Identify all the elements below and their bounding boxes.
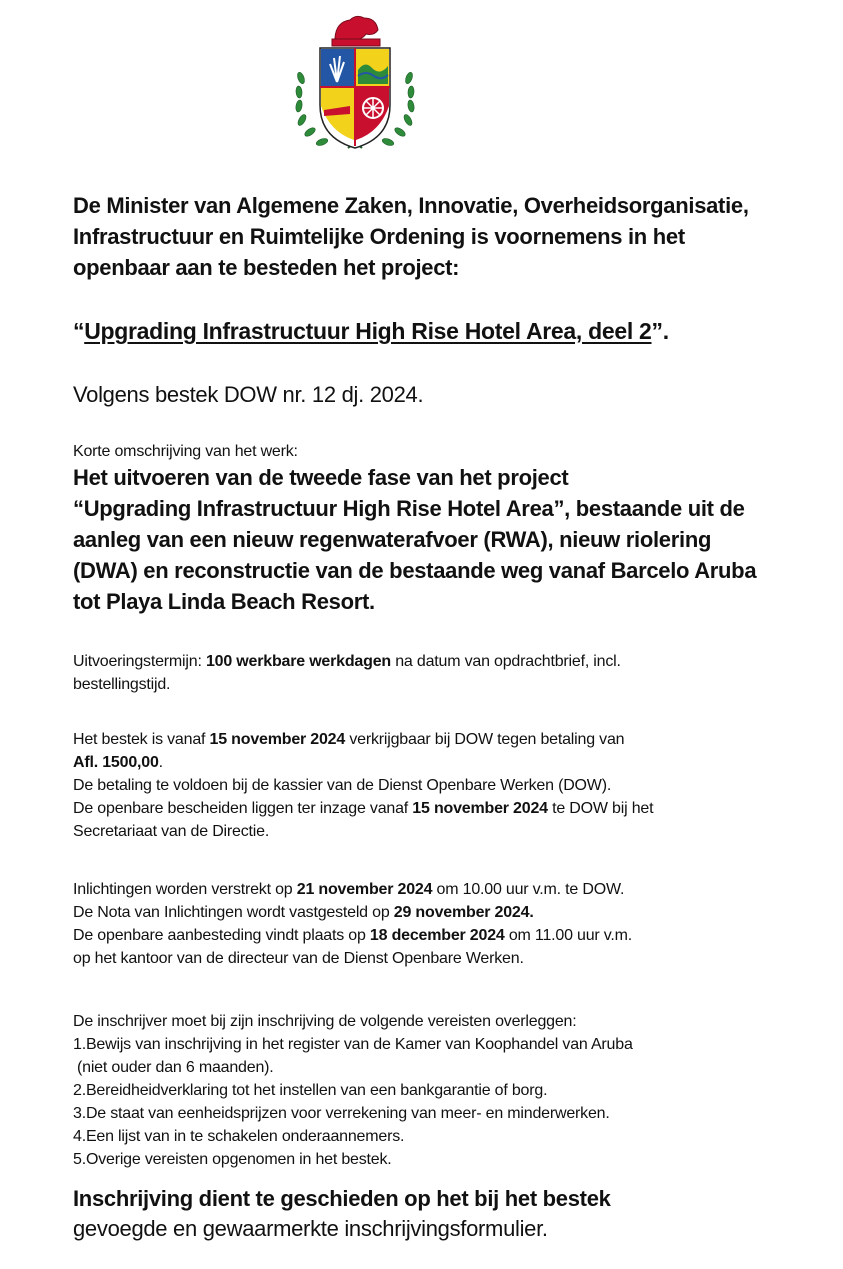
term-line <box>73 650 813 673</box>
open-quote: “ <box>73 318 85 344</box>
description-text <box>73 462 813 617</box>
description-line: (DWA) en reconstructie van de bestaande weg vanaf Barcelo Aruba <box>73 558 757 583</box>
list-item: 4.Een lijst van in te schakelen onderaannemers. <box>73 1128 405 1145</box>
date: 29 november 2024. <box>393 904 534 921</box>
coat-of-arms-icon <box>290 10 420 160</box>
info-paragraph <box>73 878 813 970</box>
text: verkrijgbaar bij DOW tegen betaling van <box>345 731 625 748</box>
description-line: aanleg van een nieuw regenwaterafvoer (RWA), nieuw riolering <box>73 527 712 552</box>
info-line <box>73 878 813 901</box>
description-line: tot Playa Linda Beach Resort. <box>73 589 375 614</box>
text: De openbare bescheiden liggen ter inzage vanaf <box>73 800 413 817</box>
list-item: 1.Bewijs van inschrijving in het register van de Kamer van Koophandel van Aruba <box>73 1036 633 1053</box>
intro-line: openbaar aan te besteden het project: <box>73 255 460 280</box>
list-item-continuation: (niet ouder dan 6 maanden). <box>77 1059 274 1076</box>
description-line: “Upgrading Infrastructuur High Rise Hotel Area”, bestaande uit de <box>73 496 745 521</box>
description-label: Korte omschrijving van het werk: <box>73 443 298 460</box>
secretariat-line: Secretariaat van de Directie. <box>73 823 270 840</box>
text: De Nota van Inlichtingen wordt vastgesteld op <box>73 904 394 921</box>
availability-paragraph <box>73 728 813 843</box>
price: Afl. 1500,00 <box>73 754 159 771</box>
bestek-reference: Volgens bestek DOW nr. 12 dj. 2024. <box>73 382 424 407</box>
date: 15 november 2024 <box>209 731 346 748</box>
requirements-intro: De inschrijver moet bij zijn inschrijving de volgende vereisten overleggen: <box>73 1013 577 1030</box>
list-item: 2.Bereidheidverklaring tot het instellen van een bankgarantie of borg. <box>73 1082 548 1099</box>
text: te DOW bij het <box>547 800 654 817</box>
text: om 11.00 uur v.m. <box>504 927 633 944</box>
text: Inlichtingen worden verstrekt op <box>73 881 297 898</box>
inspection-line <box>73 797 813 820</box>
payment-line: De betaling te voldoen bij de kassier van de Dienst Openbare Werken (DOW). <box>73 777 612 794</box>
close-quote: ”. <box>651 318 669 344</box>
list-item: 3.De staat van eenheidsprijzen voor verrekening van meer- en minderwerken. <box>73 1105 610 1122</box>
info-line: op het kantoor van de directeur van de Dienst Openbare Werken. <box>73 950 524 967</box>
intro-line: De Minister van Algemene Zaken, Innovatie, Overheidsorganisatie, <box>73 193 749 218</box>
text: Het bestek is vanaf <box>73 731 210 748</box>
term-suffix: na datum van opdrachtbrief, incl. <box>390 653 621 670</box>
text: om 10.00 uur v.m. te DOW. <box>432 881 625 898</box>
term-paragraph <box>73 650 813 696</box>
date: 15 november 2024 <box>412 800 548 817</box>
info-line <box>73 901 813 924</box>
closing-line: gevoegde en gewaarmerkte inschrijvingsformulier. <box>73 1216 548 1241</box>
price-line <box>73 751 813 774</box>
info-line <box>73 924 813 947</box>
requirements-list <box>73 1010 813 1171</box>
term-line-2: bestellingstijd. <box>73 676 171 693</box>
list-item: 5.Overige vereisten opgenomen in het bestek. <box>73 1151 392 1168</box>
date: 18 december 2024 <box>369 927 505 944</box>
description-line: Het uitvoeren van de tweede fase van het project <box>73 465 569 490</box>
term-prefix: Uitvoeringstermijn: <box>73 653 206 670</box>
term-duration: 100 werkbare werkdagen <box>205 653 391 670</box>
project-title <box>73 315 813 347</box>
project-name: Upgrading Infrastructuur High Rise Hotel Area, deel 2 <box>84 318 652 344</box>
date: 21 november 2024 <box>296 881 433 898</box>
intro-paragraph <box>73 190 813 283</box>
text: . <box>158 754 163 771</box>
text: De openbare aanbesteding vindt plaats op <box>73 927 370 944</box>
intro-line: Infrastructuur en Ruimtelijke Ordening is voornemens in het <box>73 224 685 249</box>
closing-paragraph <box>73 1184 813 1244</box>
availability-line <box>73 728 813 751</box>
closing-line: Inschrijving dient te geschieden op het bij het bestek <box>73 1186 611 1211</box>
